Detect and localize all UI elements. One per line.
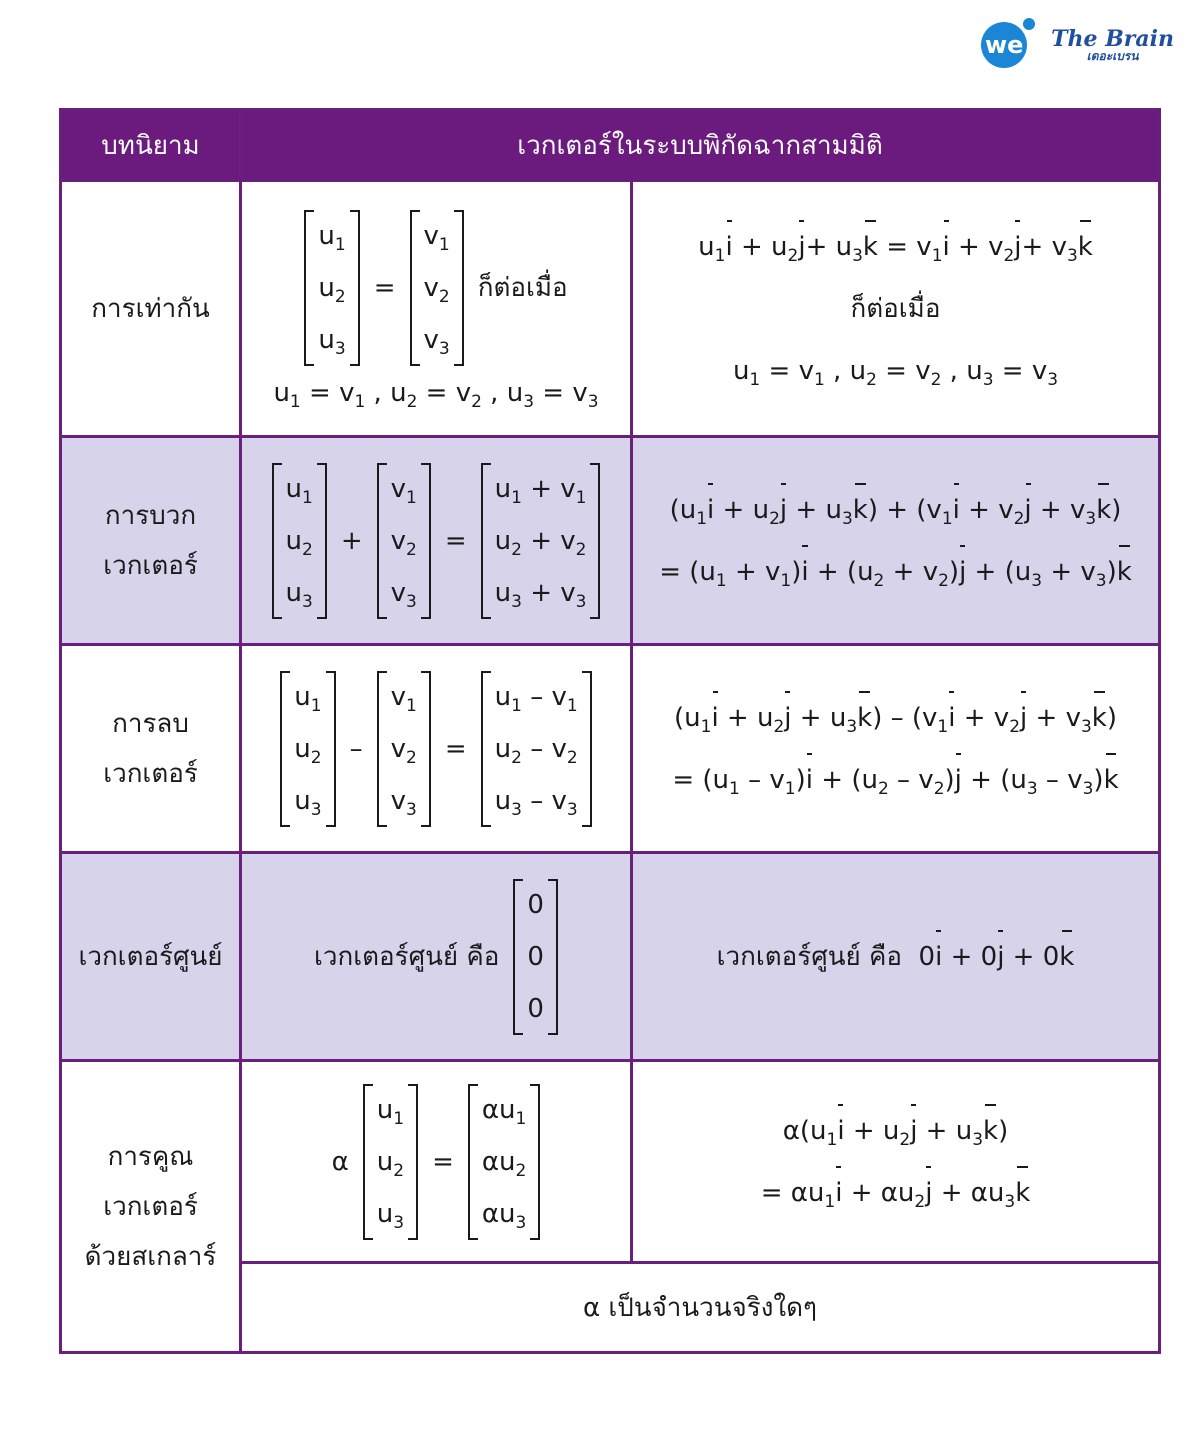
label-addition bbox=[61, 437, 241, 645]
addition-ijk-line2: = $(u_1 + v_1)i + (u_2 + v_2)j + (u_3 + v_3)k$ bbox=[633, 541, 1158, 603]
label-subtraction-line1: การลบ bbox=[112, 708, 189, 739]
subtraction-ijk-form bbox=[632, 645, 1160, 853]
plus-sign: + bbox=[340, 525, 363, 556]
label-subtraction bbox=[61, 645, 241, 853]
the-brain-logo-bottom: เดอะเบรน bbox=[1086, 49, 1139, 63]
then-text: ก็ต่อเมื่อ bbox=[477, 273, 568, 303]
row-addition bbox=[61, 437, 1160, 645]
zero-right-text: เวกเตอร์ศูนย์ คือ bbox=[716, 941, 903, 972]
equality-ijk-equation: $u_1i + u_2j+ u_3k = v_1i + v_2j+ v_3k$ bbox=[633, 216, 1158, 278]
we-logo-text: we bbox=[984, 31, 1024, 59]
row-zero-vector bbox=[61, 853, 1160, 1061]
equality-condition: $u_1 = v_1$ , $u_2 = v_2$ , $u_3 = v_3$ bbox=[273, 377, 599, 412]
scalar-ijk-line1: $\alpha(u_1i + u_2j + u_3k)$ bbox=[633, 1100, 1158, 1162]
row-subtraction bbox=[61, 645, 1160, 853]
vector-definitions-table bbox=[59, 108, 1161, 1354]
zero-matrix-form bbox=[241, 853, 632, 1061]
label-subtraction-line2: เวกเตอร์ bbox=[103, 758, 198, 789]
label-addition-line1: การบวก bbox=[104, 500, 197, 531]
we-logo bbox=[981, 22, 1027, 68]
label-equality: การเท่ากัน bbox=[61, 181, 241, 437]
label-scalar-multiplication bbox=[61, 1061, 241, 1353]
scalar-footnote: α เป็นจำนวนจริงใดๆ bbox=[241, 1263, 1160, 1353]
header-definition: บทนิยาม bbox=[61, 110, 241, 181]
header-vectors-3d: เวกเตอร์ในระบบพิกัดฉากสามมิติ bbox=[241, 110, 1160, 181]
equality-right-then: ก็ต่อเมื่อ bbox=[850, 293, 941, 324]
matrix-zero bbox=[513, 879, 558, 1035]
subtraction-ijk-line1: $(u_1i + u_2j + u_3k) - (v_1i + v_2j + v_3k)$ bbox=[633, 687, 1158, 749]
label-scalar-line1: การคูณ bbox=[107, 1141, 194, 1172]
the-brain-logo bbox=[1051, 28, 1174, 62]
row-scalar-multiplication bbox=[61, 1061, 1160, 1263]
matrix-u: $u_1$ $u_2$ $u_3$ bbox=[280, 671, 335, 827]
equality-ijk-condition: $u_1 = v_1$ , $u_2 = v_2$ , $u_3 = v_3$ bbox=[732, 355, 1059, 390]
subtraction-matrix-equation bbox=[280, 671, 591, 827]
zero-2: 0 bbox=[527, 941, 544, 972]
matrix-alpha-u: $\alpha u_1$ $\alpha u_2$ $\alpha u_3$ bbox=[468, 1084, 540, 1240]
zero-ijk-equation: เวกเตอร์ศูนย์ คือ 0i + 0j + 0k bbox=[633, 926, 1158, 988]
subtraction-ijk-line2: = $(u_1 - v_1)i + (u_2 - v_2)j + (u_3 - v_3)k$ bbox=[633, 749, 1158, 811]
scalar-ijk-line2: = $\alpha u_1i + \alpha u_2j + \alpha u_3k$ bbox=[633, 1162, 1158, 1224]
subtraction-matrix-form bbox=[241, 645, 632, 853]
label-scalar-line2: เวกเตอร์ bbox=[103, 1191, 198, 1222]
zero-mid-text: เวกเตอร์ศูนย์ คือ bbox=[314, 942, 500, 972]
equality-ijk-form bbox=[632, 181, 1160, 437]
equals-sign: = bbox=[444, 525, 467, 556]
zero-1: 0 bbox=[527, 889, 544, 920]
equals-sign: = bbox=[373, 272, 396, 303]
addition-matrix-form bbox=[241, 437, 632, 645]
addition-ijk-line1: $(u_1i + u_2j + u_3k) + (v_1i + v_2j + v_3k)$ bbox=[633, 479, 1158, 541]
equals-sign: = bbox=[444, 733, 467, 764]
matrix-u: $u_1$ $u_2$ $u_3$ bbox=[272, 463, 327, 619]
we-logo-dot bbox=[1023, 18, 1035, 30]
label-addition-line2: เวกเตอร์ bbox=[103, 550, 198, 581]
scalar-matrix-form bbox=[241, 1061, 632, 1263]
equals-sign: = bbox=[432, 1146, 454, 1177]
addition-ijk-form bbox=[632, 437, 1160, 645]
matrix-sum: $u_1 + v_1$ $u_2 + v_2$ $u_3 + v_3$ bbox=[481, 463, 601, 619]
zero-ijk-form bbox=[632, 853, 1160, 1061]
scalar-matrix-equation bbox=[332, 1084, 541, 1240]
matrix-v: $v_1$ $v_2$ $v_3$ bbox=[377, 671, 431, 827]
minus-sign: – bbox=[349, 733, 363, 764]
matrix-u: $u_1$ $u_2$ $u_3$ bbox=[304, 210, 359, 366]
equality-matrix-equation bbox=[304, 210, 567, 366]
alpha-symbol: α bbox=[331, 1146, 349, 1177]
equality-matrix-form bbox=[241, 181, 632, 437]
matrix-v: $v_1$ $v_2$ $v_3$ bbox=[377, 463, 431, 619]
matrix-u: $u_1$ $u_2$ $u_3$ bbox=[363, 1084, 418, 1240]
logos bbox=[981, 22, 1174, 68]
matrix-v: $v_1$ $v_2$ $v_3$ bbox=[410, 210, 464, 366]
matrix-difference: $u_1 - v_1$ $u_2 - v_2$ $u_3 - v_3$ bbox=[481, 671, 592, 827]
header-row bbox=[61, 110, 1160, 181]
label-scalar-line3: ด้วยสเกลาร์ bbox=[84, 1241, 217, 1272]
label-zero-vector: เวกเตอร์ศูนย์ bbox=[61, 853, 241, 1061]
scalar-ijk-form bbox=[632, 1061, 1160, 1263]
row-equality bbox=[61, 181, 1160, 437]
the-brain-logo-top: The Brain bbox=[1051, 26, 1174, 52]
zero-matrix-equation bbox=[314, 879, 558, 1035]
addition-matrix-equation bbox=[272, 463, 601, 619]
zero-3: 0 bbox=[527, 993, 544, 1024]
